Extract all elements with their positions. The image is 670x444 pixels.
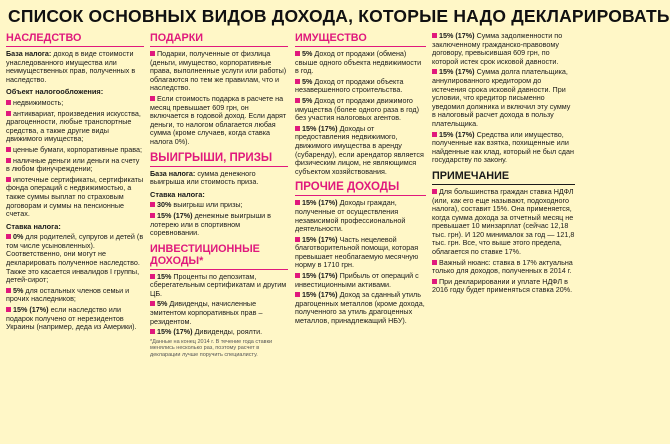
bullet-icon [6, 307, 11, 312]
bullet-icon [295, 200, 300, 205]
list-item: 15% (17%) денежные выигрыши в лотерею или в спортивном соревновании. [150, 210, 271, 238]
list-item: недвижимость; [6, 99, 144, 108]
section-heading-investment: ИНВЕСТИЦИОННЫЕ ДОХОДЫ* [150, 243, 288, 270]
bullet-icon [6, 100, 11, 105]
list-item: 15% (17%) если наследство или подарок получено от нерезидентов Украины (например, деда из Америки). [6, 305, 137, 332]
bullet-icon [6, 234, 11, 239]
bullet-icon [432, 189, 437, 194]
bullet-icon [150, 96, 155, 101]
prizes-rates-label: Ставка налога: [150, 189, 205, 199]
list-item: 15% (17%) Дивиденды, роялти. [150, 328, 288, 337]
section-heading-property: ИМУЩЕСТВО [295, 32, 426, 47]
list-item: 30% выигрыш или призы; [150, 201, 288, 210]
list-item: 15% (17%) Сумма задолженности по заключенному гражданско-правовому договору, превысившая 609 грн, по которой истек срок исковой давности. [432, 31, 563, 66]
bullet-icon [295, 292, 300, 297]
inheritance-base: База налога: доход в виде стоимости унаследованного имущества или неимущественных прав, полученных в наследство. [6, 49, 136, 84]
list-item: антиквариат, произведения искусства, драгоценности, любые транспортные средства, а также другие виды движимого имущества; [6, 108, 141, 144]
list-item: При декларировании и уплате НДФЛ в 2016 году будет применяться ставка 20%. [432, 276, 573, 295]
bullet-icon [432, 33, 437, 38]
bullet-icon [432, 69, 437, 74]
list-item: 15% (17%) Прибыль от операций с инвестиционными активами. [295, 271, 419, 289]
list-item: 0% для родителей, супругов и детей (в том числе усыновленных). Соответственно, они могут не декларировать полученное наследство. Также это касается инвалидов I группы, детей-сирот; [6, 232, 144, 285]
list-item: наличные деньги или деньги на счету в любом финучреждении; [6, 155, 140, 174]
column-inheritance [6, 32, 144, 440]
list-item: 5% Доход от продажи (обмена) свыше одного объекта недвижимости в год. [295, 49, 422, 76]
column-other-notes [432, 32, 575, 440]
list-item: ипотечные сертификаты, сертификаты фонда операций с недвижимостью, а также суммы выплат по страховым договорам и суммы на пенсионные счетах. [6, 174, 144, 219]
bullet-icon [295, 51, 300, 56]
bullet-icon [432, 260, 437, 265]
bullet-icon [6, 147, 11, 152]
list-item: 5% для остальных членов семьи и прочих наследников; [6, 285, 130, 304]
list-item: 5% Дивиденды, начисленные эмитентом корпоративных прав – резидентом. [150, 299, 263, 326]
bullet-icon [6, 111, 11, 116]
bullet-icon [295, 237, 300, 242]
section-heading-gifts: ПОДАРКИ [150, 32, 288, 47]
bullet-icon [295, 273, 300, 278]
page-title: СПИСОК ОСНОВНЫХ ВИДОВ ДОХОДА, КОТОРЫЕ НАДО ДЕКЛАРИРОВАТЬ [8, 6, 670, 26]
bullet-icon [6, 288, 11, 293]
list-item: Подарки, полученные от физлица (деньги, имущество, корпоративные права, выполненные услуги или работы) облагаются по тем же правилам, что и наследство. [150, 49, 287, 93]
list-item: Для большинства граждан ставка НДФЛ (или, как его еще называют, подоходного налога), составит 15%. Она применяется, когда сумма дохода за отчетный месяц не превышает 10 минзарплат (сейчас 12,18 тыс. грн). И 120 минималок за год — 121,8 тыс. грн. Все, что выше этого предела, облагается по ставке 17%. [432, 186, 575, 257]
column-gifts [150, 32, 288, 440]
column-property [295, 32, 426, 440]
list-item: 15% Проценты по депозитам, сберегательным сертификатам и другим ЦБ. [150, 271, 287, 298]
list-item: 5% Доход от продажи объекта незавершенного строительства. [295, 76, 404, 95]
bullet-icon [6, 158, 11, 163]
inheritance-rates-label: Ставка налога: [6, 221, 61, 231]
list-item: Важный нюанс: ставка в 17% актуальна только для доходов, полученных в 2014 г. [432, 257, 573, 276]
list-item: 15% (17%) Средства или имущество, полученные как взятка, похищенные или найденные как клад, который не был сдан государству по закону. [432, 129, 574, 165]
bullet-icon [432, 279, 437, 284]
section-heading-inheritance: НАСЛЕДСТВО [6, 32, 144, 47]
footnote: *Данные на конец 2014 г. В течение года ставки менялись несколько раз, поэтому расчет в декларации лучше поручить специалисту. [150, 338, 273, 359]
bullet-icon [150, 213, 155, 218]
list-item: 15% (17%) Сумма долга плательщика, аннулированного кредитором до истечения срока исковой давности. При условии, что кредитор письменно уведомил должника и включил эту сумму в налоговый расчет дохода в пользу плательщика. [432, 67, 571, 128]
bullet-icon [150, 274, 155, 279]
section-heading-prizes: ВЫИГРЫШИ, ПРИЗЫ [150, 152, 288, 167]
bullet-icon [150, 329, 155, 334]
bullet-icon [295, 79, 300, 84]
bullet-icon [295, 98, 300, 103]
bullet-icon [150, 301, 155, 306]
bullet-icon [295, 126, 300, 131]
section-heading-other-income: ПРОЧИЕ ДОХОДЫ [295, 181, 426, 196]
section-heading-note: ПРИМЕЧАНИЕ [432, 170, 575, 185]
inheritance-objects-label: Объект налогообложения: [6, 87, 104, 97]
list-item: 15% (17%) Доход за сданный утиль драгоценных металлов (кроме дохода, полученного за утиль драгоценных металлов, принадлежащий НБУ). [295, 290, 425, 326]
bullet-icon [6, 177, 11, 182]
list-item: Если стоимость подарка в расчете на месяц превышает 609 грн, он включается в годовой доход. Если дарят деньги, то налогом облагается любая сумма (кроме случаев, когда ставка налога 0%). [150, 93, 287, 146]
list-item: ценные бумаги, корпоративные права; [6, 146, 144, 155]
list-item: 15% (17%) Часть нецелевой благотворительной помощи, которая превышает необлагаемую месячную норму в 1710 грн. [295, 234, 419, 270]
prizes-base: База налога: сумма денежного выигрыша или стоимость приза. [150, 168, 259, 187]
bullet-icon [150, 51, 155, 56]
list-item: 5% Доход от продажи движимого имущества (более одного раза в год) без участия налоговых агентов. [295, 95, 419, 123]
list-item: 15% (17%) Доходы граждан, полученные от осуществления независимой профессиональной деятельности. [295, 198, 406, 234]
list-item: 15% (17%) Доходы от предоставления недвижимого, движимого имущества в аренду (субаренду), если арендатор является физическим лицом, не являющимся субъектом хозяйствования. [295, 123, 424, 176]
bullet-icon [150, 202, 155, 207]
bullet-icon [432, 132, 437, 137]
